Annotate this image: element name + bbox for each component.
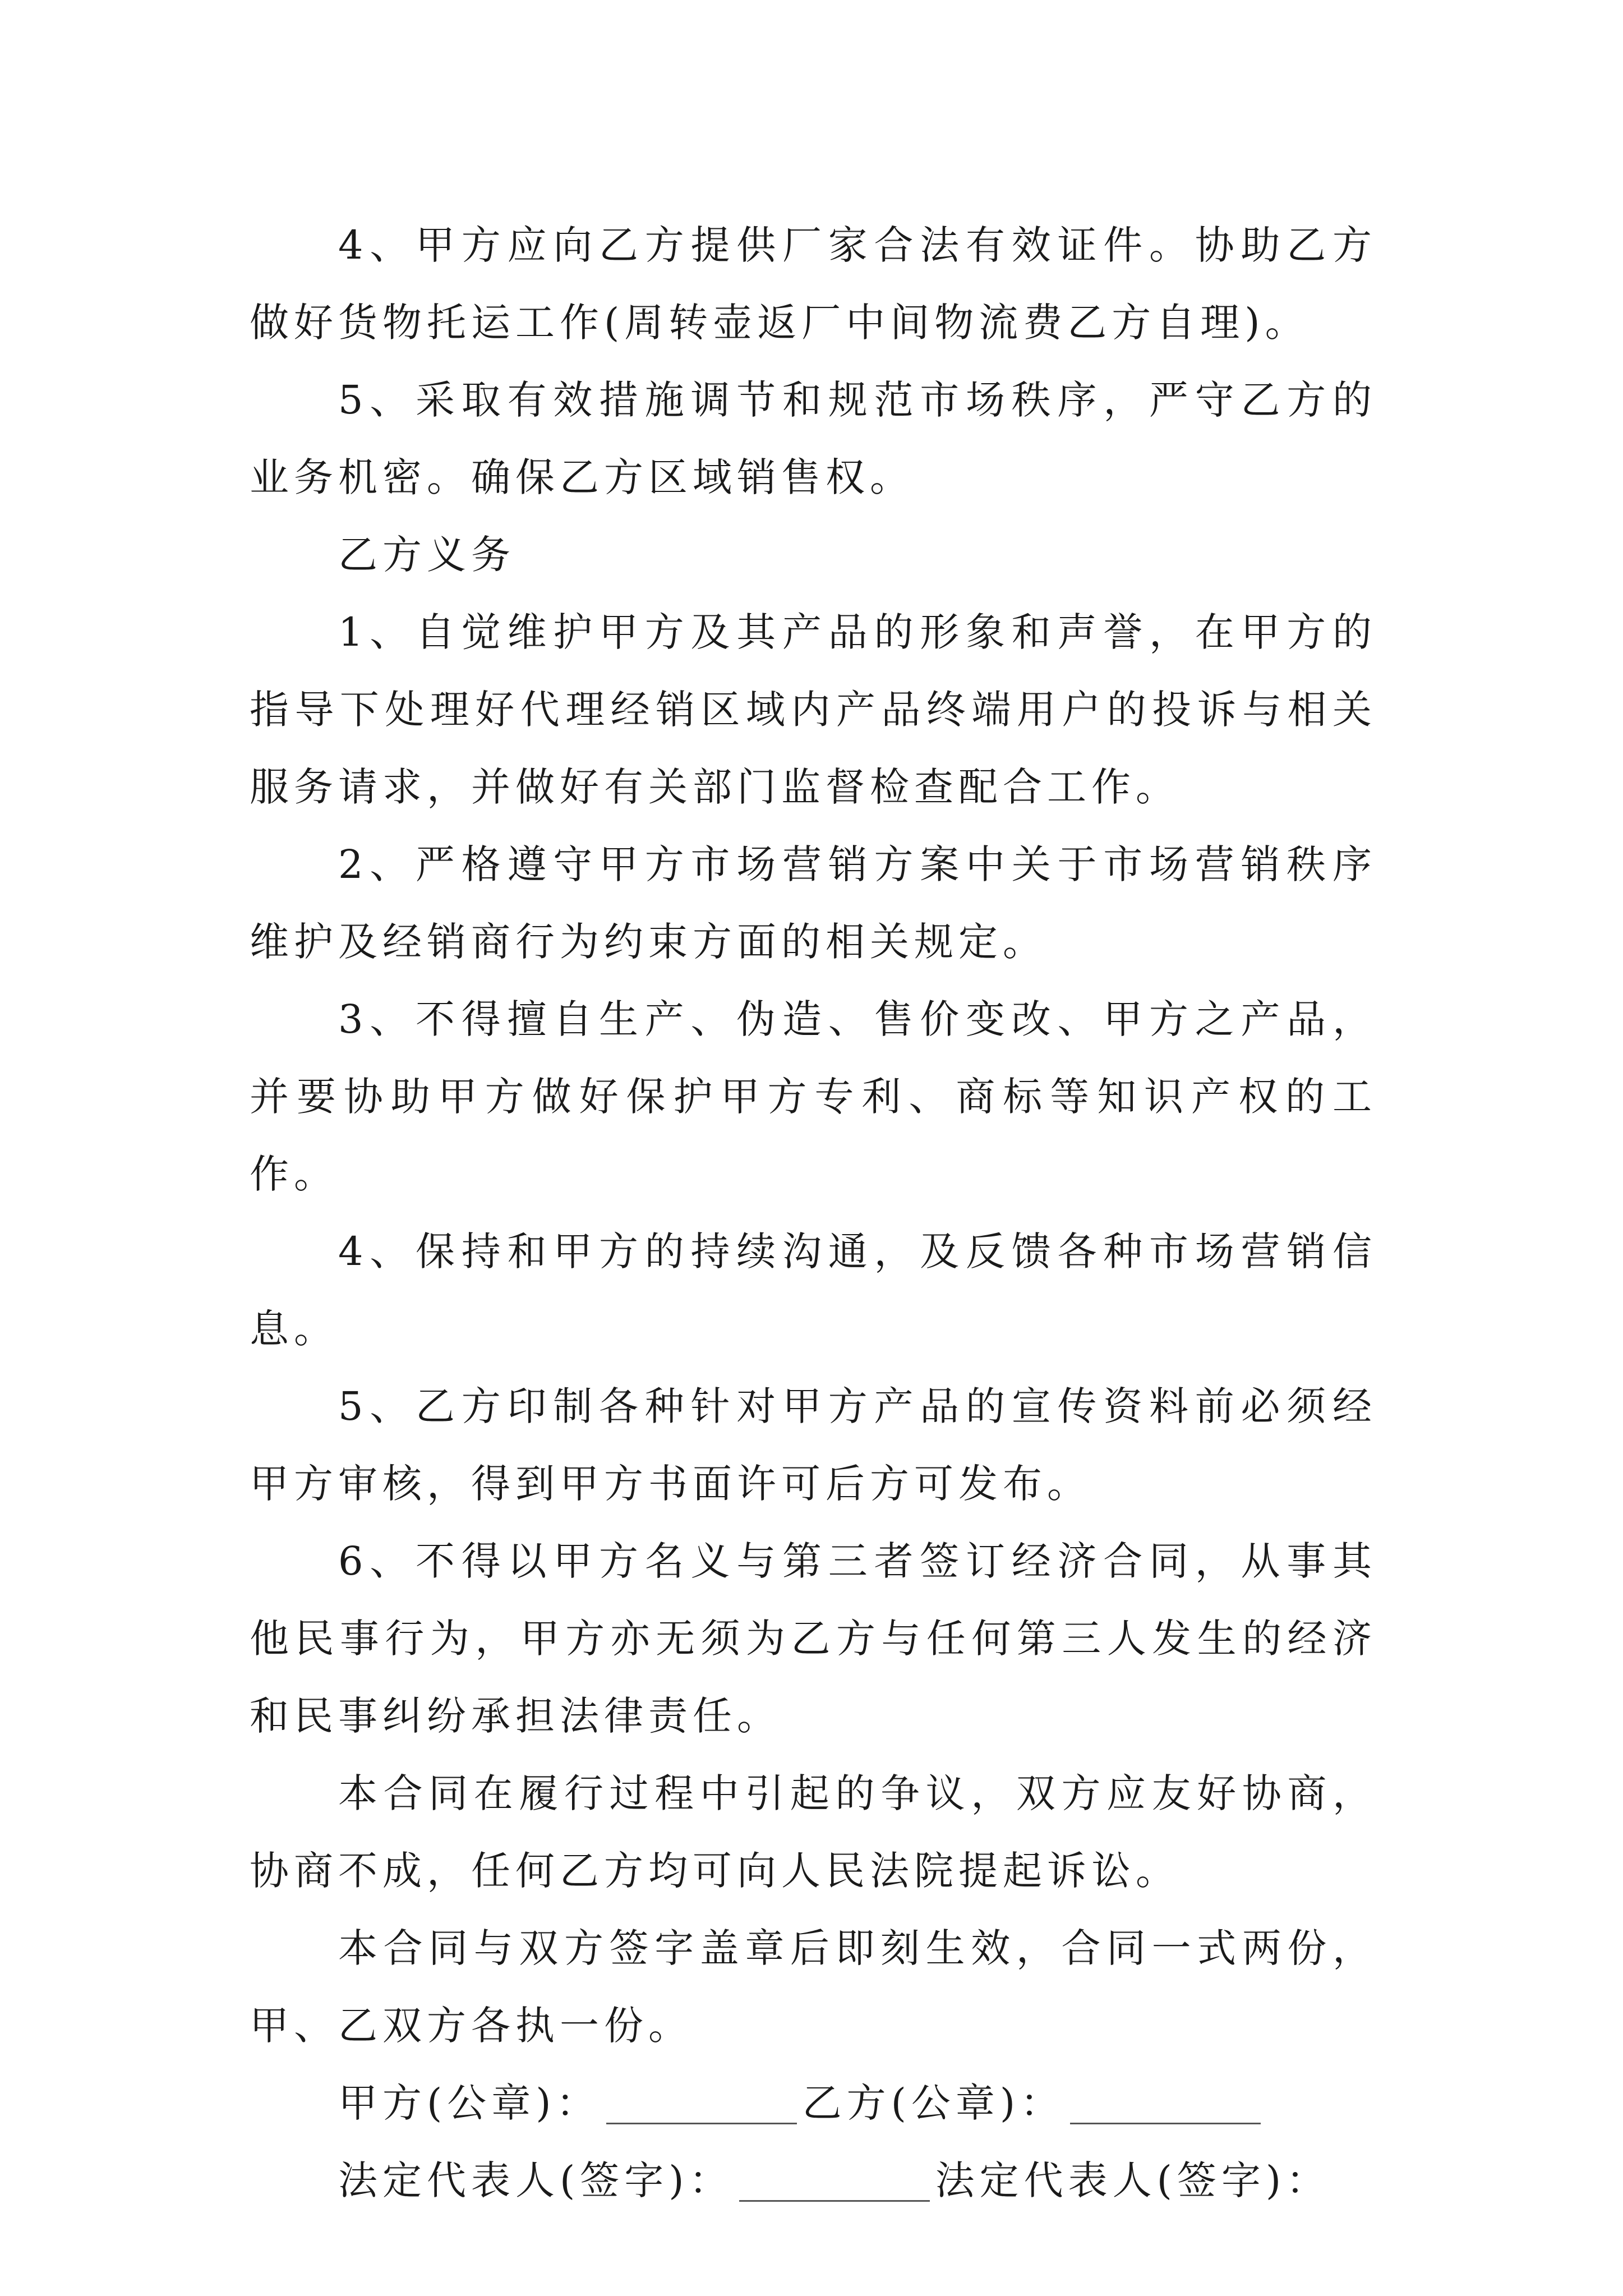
paragraph-party-b-duty-6: 6、不得以甲方名义与第三者签订经济合同，从事其他民事行为，甲方亦无须为乙方与任何第三人发生的经济和民事纠纷承担法律责任。	[250, 1538, 1377, 1739]
party-a-seal-blank[interactable]	[606, 2083, 797, 2124]
party-a-seal-label: 甲方(公章)：	[338, 2080, 601, 2126]
signature-seal-line	[250, 2064, 1377, 2142]
paragraph-party-a-duty-5: 5、采取有效措施调节和规范市场秩序，严守乙方的业务机密。确保乙方区域销售权。	[250, 377, 1377, 500]
paragraph-party-b-duty-4: 4、保持和甲方的持续沟通，及反馈各种市场营销信息。	[250, 1228, 1377, 1352]
paragraph-party-b-duty-2: 2、严格遵守甲方市场营销方案中关于市场营销秩序维护及经销商行为约束方面的相关规定。	[250, 841, 1377, 965]
paragraph-party-b-duty-1: 1、自觉维护甲方及其产品的形象和声誉，在甲方的指导下处理好代理经销区域内产品终端用户的投诉与相关服务请求，并做好有关部门监督检查配合工作。	[250, 609, 1377, 810]
paragraph-party-b-duty-5: 5、乙方印制各种针对甲方产品的宣传资料前必须经甲方审核，得到甲方书面许可后方可发布。	[250, 1383, 1377, 1507]
paragraph-dispute-resolution: 本合同在履行过程中引起的争议，双方应友好协商，协商不成，任何乙方均可向人民法院提起诉讼。	[250, 1770, 1377, 1894]
party-b-rep-label: 法定代表人(签字)：	[935, 2157, 1331, 2203]
paragraph-party-a-duty-4: 4、甲方应向乙方提供厂家合法有效证件。协助乙方做好货物托运工作(周转壶返厂中间物流费乙方自理)。	[250, 222, 1377, 346]
party-b-seal-label: 乙方(公章)：	[802, 2080, 1065, 2126]
party-a-rep-blank[interactable]	[739, 2161, 930, 2202]
signature-representative-line	[250, 2142, 1377, 2219]
paragraph-effectiveness: 本合同与双方签字盖章后即刻生效，合同一式两份，甲、乙双方各执一份。	[250, 1925, 1377, 2049]
party-a-rep-label: 法定代表人(签字)：	[338, 2157, 734, 2203]
party-b-seal-blank[interactable]	[1070, 2083, 1261, 2124]
section-heading-party-b-duties: 乙方义务	[338, 532, 515, 578]
contract-body	[250, 206, 1377, 2219]
paragraph-party-b-duty-3: 3、不得擅自生产、伪造、售价变改、甲方之产品，并要协助甲方做好保护甲方专利、商标等知识产权的工作。	[250, 996, 1377, 1197]
